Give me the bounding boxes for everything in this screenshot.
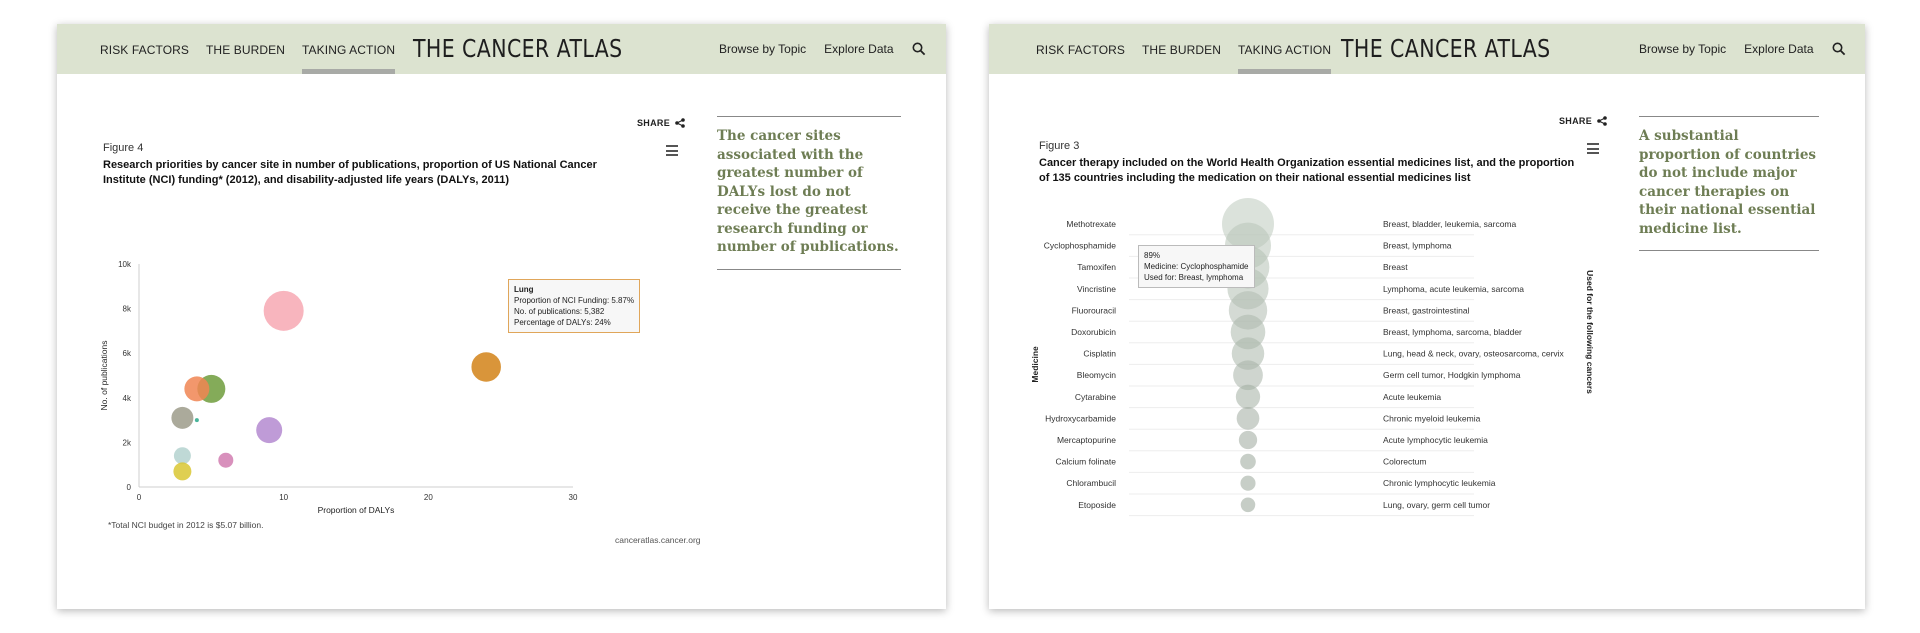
used-for-label: Colorectum: [1383, 456, 1427, 467]
nav-risk-factors[interactable]: RISK FACTORS: [1036, 43, 1125, 57]
top-nav-bar: [57, 24, 946, 74]
used-for-label: Lung, head & neck, ovary, osteosarcoma, cervix: [1383, 348, 1564, 359]
tooltip-title: 89%: [1144, 251, 1161, 260]
medicine-name: Vincristine: [1076, 283, 1116, 294]
browse-by-topic-link[interactable]: Browse by Topic: [719, 42, 807, 56]
used-for-label: Breast, lymphoma, sarcoma, bladder: [1383, 327, 1522, 337]
used-for-label: Breast, gastrointestinal: [1383, 305, 1470, 316]
nav-taking-action[interactable]: TAKING ACTION: [302, 24, 395, 74]
tooltip-line: No. of publications: 5,382: [514, 307, 605, 316]
tooltip-title: Lung: [514, 285, 534, 294]
y-axis-label: No. of publications: [99, 340, 109, 411]
browse-by-topic-link[interactable]: Browse by Topic: [1639, 42, 1727, 56]
bubble-point: [195, 418, 199, 422]
bubble-point: [264, 291, 304, 331]
used-for-label: Germ cell tumor, Hodgkin lymphoma: [1383, 370, 1521, 381]
medicine-name: Cisplatin: [1083, 348, 1116, 359]
tooltip-line: Percentage of DALYs: 24%: [514, 318, 611, 327]
callout-quote: The cancer sites associated with the greatest number of DALYs lost do not receive the greatest research funding or number of publications.: [717, 116, 901, 270]
figure-title: Cancer therapy included on the World Health Organization essential medicines list, and the proportion of 135 countries including the medication on their national essential medicines list: [1039, 157, 1575, 184]
nav-the-burden[interactable]: THE BURDEN: [1142, 43, 1222, 57]
medicine-name: Chlorambucil: [1066, 478, 1116, 489]
medicine-name: Mercaptopurine: [1056, 435, 1116, 445]
figure-title: Research priorities by cancer site in number of publications, proportion of US National Cancer Institute (NCI) funding* (2012), and disability-adjusted life years (DALYs, 2011): [103, 159, 597, 186]
y-tick-label: 2k: [122, 438, 131, 448]
nav-the-burden[interactable]: THE BURDEN: [206, 43, 286, 57]
medicine-name: Fluorouracil: [1071, 305, 1116, 316]
chart-menu-icon[interactable]: [666, 145, 678, 156]
bubble-point: [173, 462, 191, 480]
used-for-label: Lung, ovary, germ cell tumor: [1383, 499, 1491, 510]
tooltip-line: Medicine: Cyclophosphamide: [1144, 262, 1249, 271]
used-for-label: Breast: [1383, 262, 1408, 273]
explore-data-link[interactable]: Explore Data: [824, 42, 894, 56]
footnote: *Total NCI budget in 2012 is $5.07 billion.: [108, 520, 264, 530]
nav-right-group: [1639, 24, 1846, 74]
medicine-name: Hydroxycarbamide: [1045, 413, 1116, 424]
used-for-label: Breast, lymphoma: [1383, 240, 1452, 251]
chart-tooltip: [1138, 245, 1255, 288]
nav-taking-action[interactable]: TAKING ACTION: [1238, 24, 1331, 74]
medicine-name: Tamoxifen: [1077, 262, 1116, 273]
search-icon[interactable]: [1832, 42, 1846, 56]
share-icon: [1597, 116, 1607, 126]
y-tick-label: 4k: [122, 393, 131, 403]
used-for-label: Breast, bladder, leukemia, sarcoma: [1383, 219, 1517, 229]
y-axis-label: Medicine: [1030, 346, 1040, 383]
callout-quote: A substantial proportion of countries do not include major cancer therapies on their national essential medicine list.: [1639, 116, 1819, 251]
bubble-chart: [77, 209, 637, 515]
chart-menu-icon[interactable]: [1587, 143, 1599, 154]
right-axis-label: Used for the following cancers: [1585, 270, 1595, 394]
used-for-label: Chronic lymphocytic leukemia: [1383, 478, 1496, 489]
bubble-point: [218, 453, 233, 468]
bubble-point: [470, 351, 502, 383]
nav-left-group: [100, 24, 395, 74]
used-for-label: Chronic myeloid leukemia: [1383, 413, 1481, 424]
figure-label: Figure 4: [103, 142, 144, 154]
y-tick-label: 8k: [122, 304, 131, 314]
share-label: SHARE: [1559, 116, 1593, 126]
explore-data-link[interactable]: Explore Data: [1744, 42, 1814, 56]
x-tick-label: 0: [136, 493, 142, 502]
nav-left-group: [1036, 24, 1331, 74]
x-tick-label: 30: [568, 493, 578, 502]
brand-title[interactable]: THE CANCER ATLAS: [413, 34, 623, 63]
medicine-bubble: [1241, 498, 1256, 513]
used-for-label: Lymphoma, acute leukemia, sarcoma: [1383, 283, 1524, 294]
bubble-point: [184, 376, 209, 401]
share-button[interactable]: [637, 118, 685, 128]
share-label: SHARE: [637, 118, 671, 128]
medicine-name: Cyclophosphamide: [1043, 240, 1116, 251]
medicine-bubble: [1237, 407, 1260, 430]
nav-risk-factors[interactable]: RISK FACTORS: [100, 43, 189, 57]
right-screenshot-panel: [989, 24, 1865, 609]
used-for-label: Acute leukemia: [1383, 391, 1442, 402]
y-tick-label: 6k: [122, 349, 131, 359]
medicine-name: Methotrexate: [1066, 219, 1116, 229]
x-tick-label: 20: [423, 493, 433, 502]
medicine-bubble-chart: [1009, 214, 1609, 544]
bubble-point: [171, 407, 193, 429]
source-credit[interactable]: canceratlas.cancer.org: [615, 535, 701, 545]
tooltip-line: Used for: Breast, lymphoma: [1144, 273, 1244, 282]
y-tick-label: 0: [126, 483, 131, 492]
medicine-bubble: [1240, 454, 1256, 470]
medicine-name: Etoposide: [1078, 499, 1116, 510]
tooltip-line: Proportion of NCI Funding: 5.87%: [514, 296, 635, 305]
bubble-point: [256, 417, 282, 443]
medicine-name: Doxorubicin: [1071, 327, 1116, 337]
medicine-bubble: [1236, 385, 1260, 409]
used-for-label: Acute lymphocytic leukemia: [1383, 435, 1488, 445]
top-nav-bar: [989, 24, 1865, 74]
medicine-bubble: [1240, 476, 1255, 491]
nav-right-group: [719, 24, 926, 74]
medicine-name: Bleomycin: [1076, 370, 1116, 381]
share-button[interactable]: [1559, 116, 1607, 126]
medicine-name: Cytarabine: [1074, 391, 1116, 402]
search-icon[interactable]: [912, 42, 926, 56]
bubble-point: [174, 447, 191, 464]
x-axis-label: Proportion of DALYs: [317, 505, 395, 515]
medicine-name: Calcium folinate: [1055, 456, 1116, 467]
medicine-bubble: [1239, 431, 1257, 449]
figure-label: Figure 3: [1039, 140, 1080, 152]
chart-tooltip: [508, 279, 640, 333]
left-screenshot-panel: [57, 24, 946, 609]
share-icon: [675, 118, 685, 128]
x-tick-label: 10: [279, 493, 289, 502]
y-tick-label: 10k: [118, 260, 131, 269]
brand-title[interactable]: THE CANCER ATLAS: [1341, 34, 1551, 63]
